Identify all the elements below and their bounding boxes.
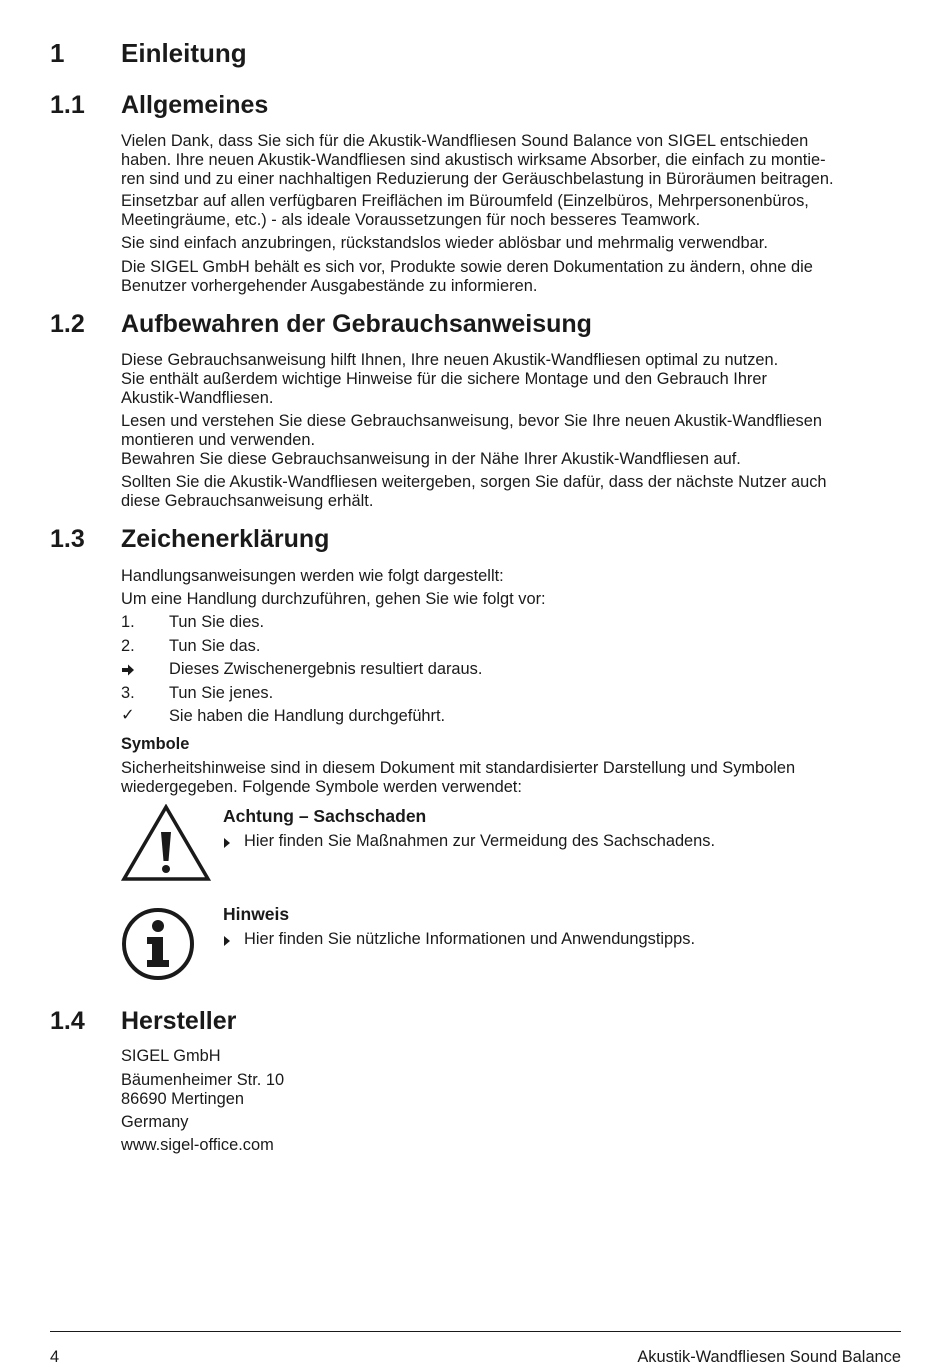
- text-line: Akustik-Wandfliesen.: [121, 389, 274, 407]
- section-number: 1.4: [50, 1007, 85, 1035]
- section-number: 1.1: [50, 91, 85, 119]
- paragraph: [121, 234, 901, 253]
- chapter-number: 1: [50, 38, 65, 68]
- text-line: ren sind und zu einer nachhaltigen Reduzierung der Geräuschbelastung in Büroräumen beitragen.: [121, 170, 834, 188]
- bullet-triangle-icon: [223, 934, 231, 952]
- section-title: Aufbewahren der Gebrauchsanweisung: [121, 310, 592, 338]
- step-text: Sie haben die Handlung durchgeführt.: [169, 707, 446, 725]
- text-line: Meetingräume, etc.) - als ideale Voraussetzungen für noch besseres Teamwork.: [121, 211, 701, 229]
- info-circle-icon: [121, 907, 195, 981]
- paragraph: [121, 473, 901, 511]
- paragraph: [121, 412, 901, 469]
- bullet-triangle-icon: [223, 836, 231, 854]
- text-line: montieren und verwenden.: [121, 431, 316, 449]
- section-number: 1.3: [50, 525, 85, 553]
- address-city: 86690 Mertingen: [121, 1090, 245, 1108]
- symbols-heading: Symbole: [121, 735, 190, 753]
- company-name: SIGEL GmbH: [121, 1047, 221, 1065]
- text-line: Lesen und verstehen Sie diese Gebrauchsanweisung, bevor Sie Ihre neuen Akustik-Wandfliesen: [121, 412, 822, 430]
- intro-text: Handlungsanweisungen werden wie folgt dargestellt:: [121, 567, 504, 585]
- page-number: 4: [50, 1348, 60, 1366]
- chapter-title: Einleitung: [121, 38, 247, 68]
- step-text: Tun Sie jenes.: [169, 684, 274, 702]
- footer-divider: [50, 1331, 901, 1332]
- paragraph: [121, 192, 901, 230]
- paragraph: [121, 759, 901, 797]
- text-line: Sicherheitshinweise sind in diesem Dokument mit standardisierter Darstellung und Symbolen: [121, 759, 796, 777]
- text-line: Sie sind einfach anzubringen, rückstandslos wieder ablösbar und mehrmalig verwendbar.: [121, 234, 768, 252]
- website-link[interactable]: www.sigel-office.com: [121, 1136, 274, 1154]
- text-line: Sollten Sie die Akustik-Wandfliesen weitergeben, sorgen Sie dafür, dass der nächste Nutzer auch: [121, 473, 827, 491]
- text-line: Diese Gebrauchsanweisung hilft Ihnen, Ihre neuen Akustik-Wandfliesen optimal zu nutzen.: [121, 351, 779, 369]
- section-title: Zeichenerklärung: [121, 525, 330, 553]
- text-line: Bewahren Sie diese Gebrauchsanweisung in der Nähe Ihrer Akustik-Wandfliesen auf.: [121, 450, 741, 468]
- text-line: Vielen Dank, dass Sie sich für die Akustik-Wandfliesen Sound Balance von SIGEL entschieden: [121, 132, 809, 150]
- footer-product-name: Akustik-Wandfliesen Sound Balance: [637, 1348, 901, 1366]
- section-title: Hersteller: [121, 1007, 237, 1035]
- text-line: Einsetzbar auf allen verfügbaren Freiflächen im Büroumfeld (Einzelbüros, Mehrpersonenbüros,: [121, 192, 809, 210]
- address-country: Germany: [121, 1113, 189, 1131]
- paragraph: [121, 132, 901, 189]
- step-marker: 1.: [121, 613, 135, 631]
- text-line: Benutzer vorhergehender Ausgabestände zu informieren.: [121, 277, 538, 295]
- text-line: wiedergegeben. Folgende Symbole werden verwendet:: [121, 778, 522, 796]
- text-line: Sie enthält außerdem wichtige Hinweise für die sichere Montage und den Gebrauch Ihrer: [121, 370, 767, 388]
- warning-text: Hier finden Sie Maßnahmen zur Vermeidung des Sachschadens.: [244, 832, 716, 850]
- step-text: Dieses Zwischenergebnis resultiert daraus.: [169, 660, 483, 678]
- text-line: Die SIGEL GmbH behält es sich vor, Produkte sowie deren Dokumentation zu ändern, ohne die: [121, 258, 813, 276]
- warning-triangle-icon: [121, 804, 211, 882]
- paragraph: [121, 351, 901, 408]
- arrow-right-icon: [121, 660, 135, 682]
- section-number: 1.2: [50, 310, 85, 338]
- text-line: haben. Ihre neuen Akustik-Wandfliesen sind akustisch wirksame Absorber, die einfach zu montie-: [121, 151, 826, 169]
- section-title: Allgemeines: [121, 91, 269, 119]
- step-marker: 2.: [121, 637, 135, 655]
- intro-text: Um eine Handlung durchzuführen, gehen Sie wie folgt vor:: [121, 590, 546, 608]
- note-title: Hinweis: [223, 904, 290, 924]
- step-text: Tun Sie dies.: [169, 613, 265, 631]
- address-street: Bäumenheimer Str. 10: [121, 1071, 285, 1089]
- note-text: Hier finden Sie nützliche Informationen und Anwendungstipps.: [244, 930, 696, 948]
- step-marker: 3.: [121, 684, 135, 702]
- warning-title: Achtung – Sachschaden: [223, 806, 427, 826]
- step-text: Tun Sie das.: [169, 637, 261, 655]
- paragraph: [121, 258, 901, 296]
- checkmark-icon: ✓: [121, 706, 135, 724]
- text-line: diese Gebrauchsanweisung erhält.: [121, 492, 374, 510]
